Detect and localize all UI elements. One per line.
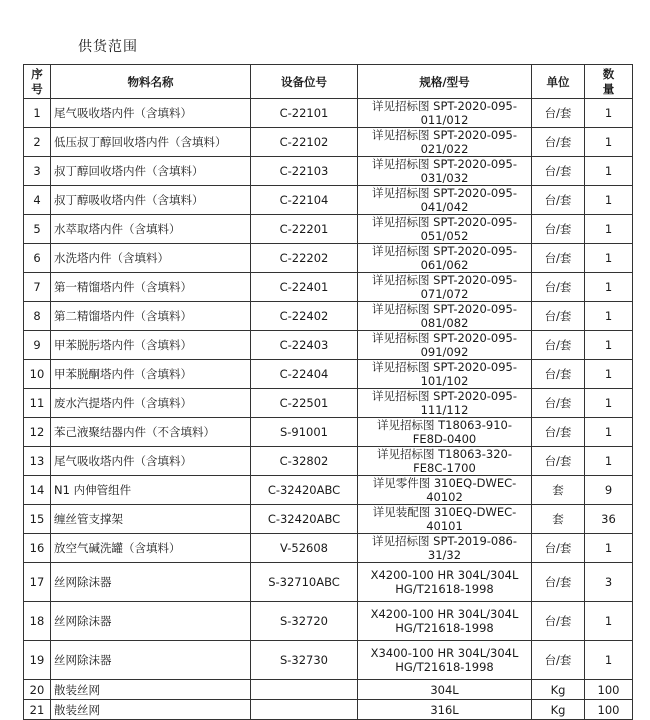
header-qty [585,65,633,99]
equipment-tag-cell: S-91001 [251,418,358,447]
unit-cell: 台/套 [532,128,585,157]
table-row [24,128,633,157]
spec-line: 详见招标图 SPT-2020-095-101/102 [371,360,518,388]
spec-cell [358,700,532,720]
equipment-tag-cell [251,700,358,720]
unit-cell: 台/套 [532,389,585,418]
quantity-cell: 1 [585,389,633,418]
table-row [24,447,633,476]
unit-cell: 台/套 [532,302,585,331]
unit-cell: 台/套 [532,418,585,447]
spec-line: X3400-100 HR 304L/304L [370,646,519,660]
row-number-cell: 9 [24,331,51,360]
quantity-cell: 100 [585,700,633,720]
spec-line: 详见招标图 SPT-2020-095-031/032 [371,157,518,185]
quantity-cell: 1 [585,157,633,186]
spec-line: HG/T21618-1998 [395,582,494,596]
equipment-tag-cell: C-22103 [251,157,358,186]
spec-line: 详见招标图 SPT-2020-095-011/012 [371,99,518,127]
unit-cell: Kg [532,680,585,700]
table-row [24,186,633,215]
spec-line: 304L [430,682,459,697]
quantity-cell: 1 [585,360,633,389]
spec-cell [358,157,532,186]
spec-cell [358,505,532,534]
material-name-cell: N1 内伸管组件 [51,476,251,505]
quantity-cell: 9 [585,476,633,505]
quantity-cell: 1 [585,186,633,215]
material-name-cell: 丝网除沫器 [51,563,251,602]
row-number-cell: 1 [24,99,51,128]
table-row [24,99,633,128]
spec-cell [358,476,532,505]
equipment-tag-cell: S-32730 [251,641,358,680]
spec-cell [358,302,532,331]
quantity-cell: 1 [585,99,633,128]
material-name-cell: 水萃取塔内件（含填料） [51,215,251,244]
equipment-tag-cell: C-22403 [251,331,358,360]
unit-cell: 台/套 [532,331,585,360]
material-name-cell: 尾气吸收塔内件（含填料） [51,99,251,128]
material-name-cell: 缠丝管支撑架 [51,505,251,534]
material-name-cell: 散装丝网 [51,700,251,720]
spec-line: 详见招标图 SPT-2020-095-051/052 [371,215,518,243]
quantity-cell: 1 [585,273,633,302]
spec-line: 详见招标图 SPT-2020-095-081/082 [371,302,518,330]
spec-cell [358,128,532,157]
spec-cell [358,534,532,563]
table-header-row [24,65,633,99]
material-name-cell: 第二精馏塔内件（含填料） [51,302,251,331]
header-spec: 规格/型号 [358,65,532,99]
equipment-tag-cell: C-22201 [251,215,358,244]
table-row [24,418,633,447]
row-number-cell: 14 [24,476,51,505]
equipment-tag-cell: V-52608 [251,534,358,563]
spec-line: HG/T21618-1998 [395,621,494,635]
spec-line: 详见零件图 310EQ-DWEC-40102 [372,476,517,504]
table-row [24,563,633,602]
unit-cell: 套 [532,505,585,534]
row-number-cell: 17 [24,563,51,602]
header-unit: 单位 [532,65,585,99]
spec-cell [358,418,532,447]
material-name-cell: 尾气吸收塔内件（含填料） [51,447,251,476]
table-row [24,273,633,302]
row-number-cell: 5 [24,215,51,244]
table-row [24,215,633,244]
unit-cell: 台/套 [532,641,585,680]
table-row [24,680,633,700]
spec-cell [358,563,532,602]
row-number-cell: 15 [24,505,51,534]
spec-line: 详见招标图 SPT-2020-095-111/112 [371,389,518,417]
spec-cell [358,389,532,418]
spec-line: X4200-100 HR 304L/304L [370,607,519,621]
row-number-cell: 8 [24,302,51,331]
table-row [24,360,633,389]
table-row [24,157,633,186]
table-row [24,700,633,720]
quantity-cell: 36 [585,505,633,534]
spec-cell [358,360,532,389]
unit-cell: 台/套 [532,360,585,389]
spec-line: 详见招标图 SPT-2020-095-061/062 [371,244,518,272]
material-name-cell: 叔丁醇吸收塔内件（含填料） [51,186,251,215]
row-number-cell: 13 [24,447,51,476]
spec-line: 316L [430,702,459,717]
row-number-cell: 7 [24,273,51,302]
unit-cell: 台/套 [532,563,585,602]
equipment-tag-cell: C-22202 [251,244,358,273]
equipment-tag-cell: C-32802 [251,447,358,476]
header-tag: 设备位号 [251,65,358,99]
quantity-cell: 1 [585,244,633,273]
equipment-tag-cell: C-22402 [251,302,358,331]
spec-line: 详见招标图 T18063-320-FE8C-1700 [376,447,512,475]
table-row [24,389,633,418]
equipment-tag-cell: C-32420ABC [251,505,358,534]
header-name: 物料名称 [51,65,251,99]
quantity-cell: 1 [585,534,633,563]
equipment-tag-cell: C-22404 [251,360,358,389]
row-number-cell: 18 [24,602,51,641]
row-number-cell: 21 [24,700,51,720]
spec-line: HG/T21618-1998 [395,660,494,674]
table-row [24,602,633,641]
row-number-cell: 2 [24,128,51,157]
table-row [24,244,633,273]
equipment-tag-cell: C-22101 [251,99,358,128]
spec-cell [358,273,532,302]
header-no [24,65,51,99]
spec-cell [358,680,532,700]
unit-cell: Kg [532,700,585,720]
material-name-cell: 丝网除沫器 [51,602,251,641]
unit-cell: 台/套 [532,157,585,186]
table-row [24,534,633,563]
document-title: 供货范围 [78,39,138,55]
row-number-cell: 10 [24,360,51,389]
material-name-cell: 甲苯脱酮塔内件（含填料） [51,360,251,389]
row-number-cell: 16 [24,534,51,563]
row-number-cell: 12 [24,418,51,447]
quantity-cell: 1 [585,602,633,641]
spec-cell [358,602,532,641]
quantity-cell: 1 [585,215,633,244]
unit-cell: 台/套 [532,273,585,302]
equipment-tag-cell: C-22102 [251,128,358,157]
spec-cell [358,641,532,680]
equipment-tag-cell: C-22401 [251,273,358,302]
spec-cell [358,186,532,215]
spec-line: 详见招标图 SPT-2020-095-091/092 [371,331,518,359]
unit-cell: 台/套 [532,447,585,476]
unit-cell: 台/套 [532,534,585,563]
material-name-cell: 废水汽提塔内件（含填料） [51,389,251,418]
material-name-cell: 苯己液聚结器内件（不含填料） [51,418,251,447]
material-name-cell: 放空气碱洗罐（含填料） [51,534,251,563]
material-name-cell: 第一精馏塔内件（含填料） [51,273,251,302]
quantity-cell: 1 [585,418,633,447]
spec-line: 详见招标图 SPT-2019-086-31/32 [371,534,518,562]
header-qty-label: 数 量 [602,66,615,96]
table-row [24,302,633,331]
spec-line: 详见招标图 SPT-2020-095-071/072 [371,273,518,301]
quantity-cell: 100 [585,680,633,700]
spec-line: 详见招标图 T18063-910-FE8D-0400 [376,418,512,446]
spec-line: 详见招标图 SPT-2020-095-021/022 [371,128,518,156]
equipment-tag-cell: S-32710ABC [251,563,358,602]
equipment-tag-cell: S-32720 [251,602,358,641]
material-name-cell: 散装丝网 [51,680,251,700]
spec-cell [358,331,532,360]
table-row [24,331,633,360]
spec-line: X4200-100 HR 304L/304L [370,568,519,582]
unit-cell: 台/套 [532,244,585,273]
spec-line: 详见装配图 310EQ-DWEC-40101 [372,505,517,533]
spec-line: 详见招标图 SPT-2020-095-041/042 [371,186,518,214]
quantity-cell: 1 [585,128,633,157]
unit-cell: 台/套 [532,215,585,244]
spec-cell [358,99,532,128]
unit-cell: 套 [532,476,585,505]
spec-cell [358,215,532,244]
equipment-tag-cell: C-32420ABC [251,476,358,505]
material-name-cell: 低压叔丁醇回收塔内件（含填料） [51,128,251,157]
spec-cell [358,447,532,476]
unit-cell: 台/套 [532,602,585,641]
row-number-cell: 4 [24,186,51,215]
row-number-cell: 3 [24,157,51,186]
row-number-cell: 20 [24,680,51,700]
unit-cell: 台/套 [532,99,585,128]
quantity-cell: 1 [585,641,633,680]
quantity-cell: 1 [585,447,633,476]
row-number-cell: 19 [24,641,51,680]
supply-scope-table [23,64,633,720]
material-name-cell: 甲苯脱肟塔内件（含填料） [51,331,251,360]
unit-cell: 台/套 [532,186,585,215]
quantity-cell: 3 [585,563,633,602]
row-number-cell: 6 [24,244,51,273]
material-name-cell: 叔丁醇回收塔内件（含填料） [51,157,251,186]
quantity-cell: 1 [585,302,633,331]
material-name-cell: 水洗塔内件（含填料） [51,244,251,273]
equipment-tag-cell [251,680,358,700]
table-row [24,641,633,680]
table-row [24,505,633,534]
row-number-cell: 11 [24,389,51,418]
quantity-cell: 1 [585,331,633,360]
table-row [24,476,633,505]
equipment-tag-cell: C-22501 [251,389,358,418]
material-name-cell: 丝网除沫器 [51,641,251,680]
header-no-label: 序 号 [31,66,43,96]
equipment-tag-cell: C-22104 [251,186,358,215]
spec-cell [358,244,532,273]
